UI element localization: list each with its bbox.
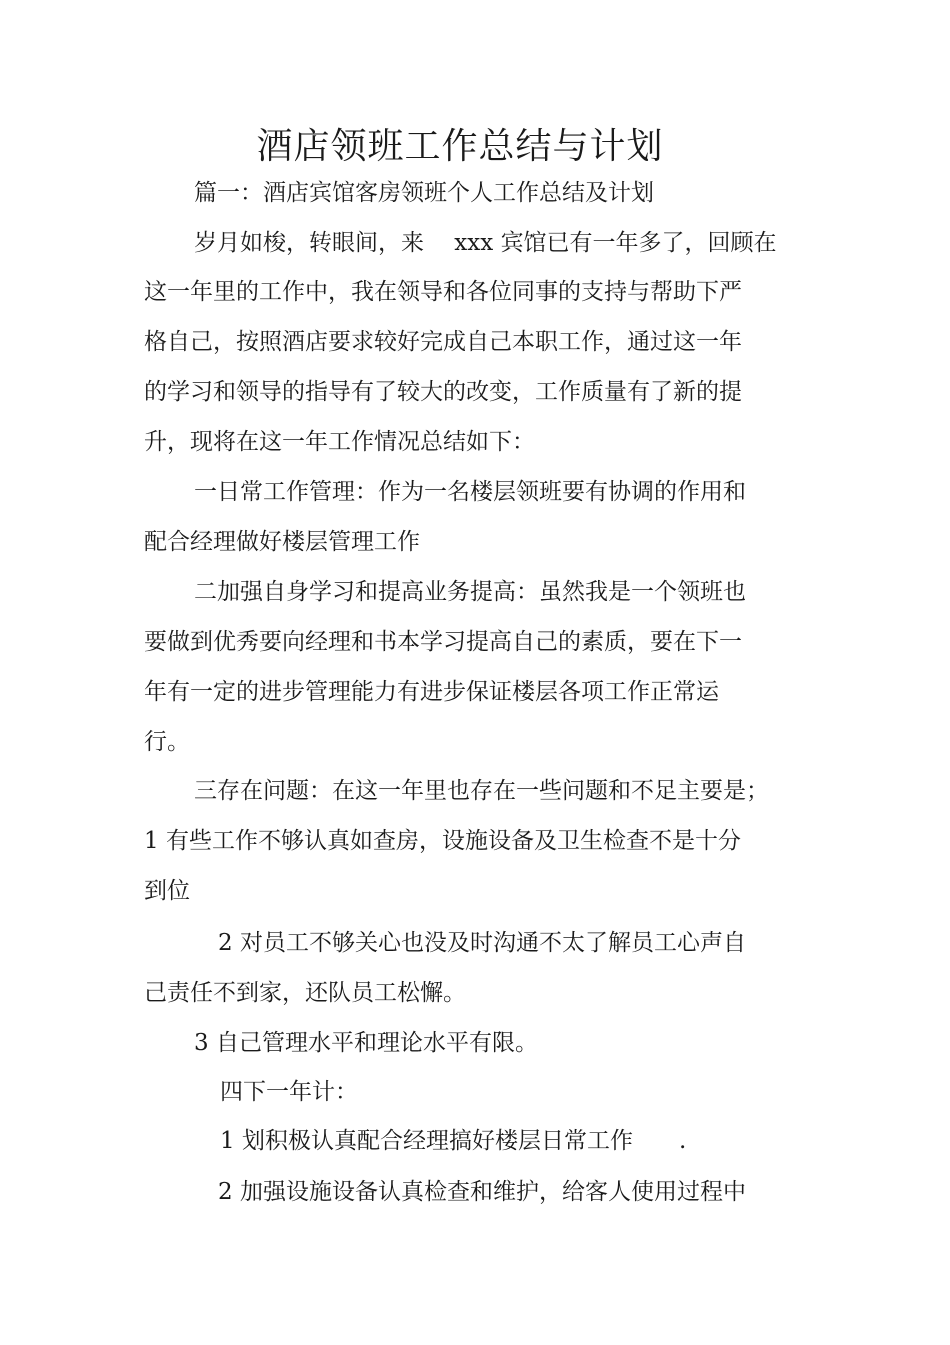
section-heading-1: 篇一：酒店宾馆客房领班个人工作总结及计划 (194, 180, 654, 206)
paragraph-line: 这一年里的工作中，我在领导和各位同事的支持与帮助下严 (144, 279, 742, 305)
paragraph-line: 行。 (144, 729, 190, 755)
paragraph-line: 1 划积极认真配合经理搞好楼层日常工作 . (220, 1128, 687, 1154)
paragraph-line: 己责任不到家，还队员工松懈。 (144, 980, 466, 1006)
paragraph-line: 1 有些工作不够认真如查房，设施设备及卫生检查不是十分 (144, 828, 741, 854)
paragraph-line: 四下一年计： (220, 1079, 358, 1105)
paragraph-line: 一日常工作管理：作为一名楼层领班要有协调的作用和 (194, 479, 746, 505)
document-title: 酒店领班工作总结与计划 (256, 126, 664, 167)
paragraph-line: 升，现将在这一年工作情况总结如下： (144, 429, 535, 455)
paragraph-line: 二加强自身学习和提高业务提高：虽然我是一个领班也 (194, 579, 746, 605)
paragraph-line: 的学习和领导的指导有了较大的改变，工作质量有了新的提 (144, 379, 742, 405)
paragraph-line: 2 加强设施设备认真检查和维护，给客人使用过程中 (218, 1179, 746, 1205)
paragraph-line: 三存在问题：在这一年里也存在一些问题和不足主要是； (194, 778, 769, 804)
paragraph-line: 格自己，按照酒店要求较好完成自己本职工作，通过这一年 (144, 329, 742, 355)
paragraph-line: 3 自己管理水平和理论水平有限。 (194, 1030, 538, 1056)
paragraph-line: 要做到优秀要向经理和书本学习提高自己的素质，要在下一 (144, 629, 742, 655)
paragraph-line: 2 对员工不够关心也没及时沟通不太了解员工心声自 (218, 930, 746, 956)
paragraph-line: 到位 (144, 878, 190, 904)
paragraph-line: 岁月如梭，转眼间，来 xxx 宾馆已有一年多了，回顾在 (194, 230, 777, 256)
paragraph-line: 年有一定的进步管理能力有进步保证楼层各项工作正常运 (144, 679, 719, 705)
paragraph-line: 配合经理做好楼层管理工作 (144, 529, 420, 555)
